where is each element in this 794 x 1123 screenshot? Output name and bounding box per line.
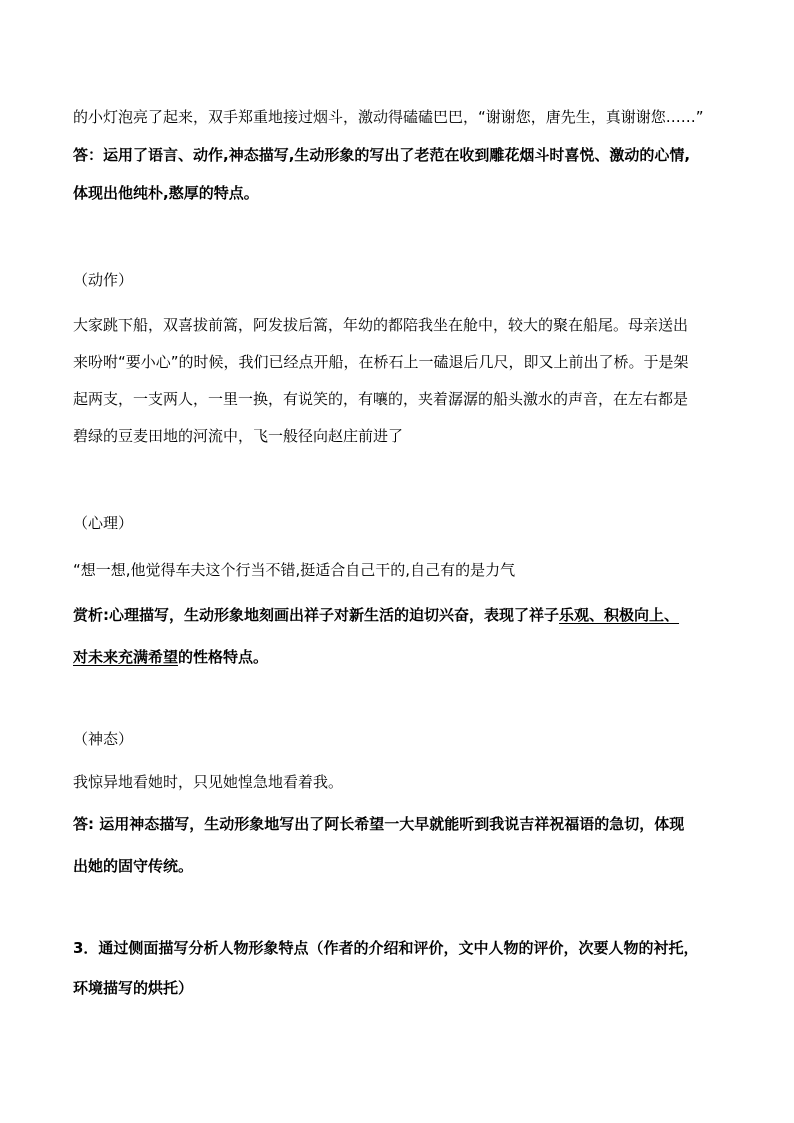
analysis-line bbox=[73, 646, 268, 668]
excerpt-line: 大家跳下船，双喜拔前篙，阿发拔后篙，年幼的都陪我坐在舱中，较大的聚在船尾。母亲送出 bbox=[73, 316, 689, 334]
analysis-underlined-text: 乐观、积极向上、 bbox=[559, 606, 680, 624]
excerpt-line: 来吩咐“要小心”的时候，我们已经点开船，在桥石上一磕退后几尺，即又上前出了桥。于是架 bbox=[73, 353, 689, 371]
answer-line: 体现出他纯朴,憨厚的特点。 bbox=[73, 184, 259, 202]
analysis-text: 的性格特点。 bbox=[178, 648, 269, 666]
dialogue-line: 的小灯泡亮了起来，双手郑重地接过烟斗，激动得磕磕巴巴，“谢谢您，唐先生，真谢谢您……” bbox=[73, 108, 704, 126]
section-heading-psychology: （心理） bbox=[73, 514, 134, 532]
point-3-line: 环境描写的烘托） bbox=[73, 979, 194, 997]
answer-line: 出她的固守传统。 bbox=[73, 857, 194, 875]
excerpt-line: 我惊异地看她时，只见她惶急地看着我。 bbox=[73, 773, 344, 791]
section-heading-expression: （神态） bbox=[73, 730, 134, 748]
excerpt-line: 碧绿的豆麦田地的河流中，飞一般径向赵庄前进了 bbox=[73, 427, 404, 445]
excerpt-line: 起两支，一支两人，一里一换，有说笑的，有嚷的，夹着潺潺的船头激水的声音，在左右都是 bbox=[73, 390, 689, 408]
analysis-line bbox=[73, 604, 679, 626]
point-3-line: 3．通过侧面描写分析人物形象特点（作者的介绍和评价，文中人物的评价，次要人物的衬托， bbox=[73, 939, 699, 957]
excerpt-line: “想一想,他觉得车夫这个行当不错,挺适合自己干的,自己有的是力气 bbox=[73, 561, 516, 579]
answer-line: 答: 运用神态描写，生动形象地写出了阿长希望一大早就能听到我说吉祥祝福语的急切，体现 bbox=[73, 815, 685, 833]
answer-line: 答：运用了语言、动作,神态描写,生动形象的写出了老范在收到雕花烟斗时喜悦、激动的心情, bbox=[73, 146, 691, 164]
analysis-text: 赏析:心理描写，生动形象地刻画出祥子对新生活的迫切兴奋，表现了祥子 bbox=[73, 606, 560, 624]
section-heading-action: （动作） bbox=[73, 271, 134, 289]
analysis-underlined-text: 对未来充满希望 bbox=[73, 648, 179, 666]
